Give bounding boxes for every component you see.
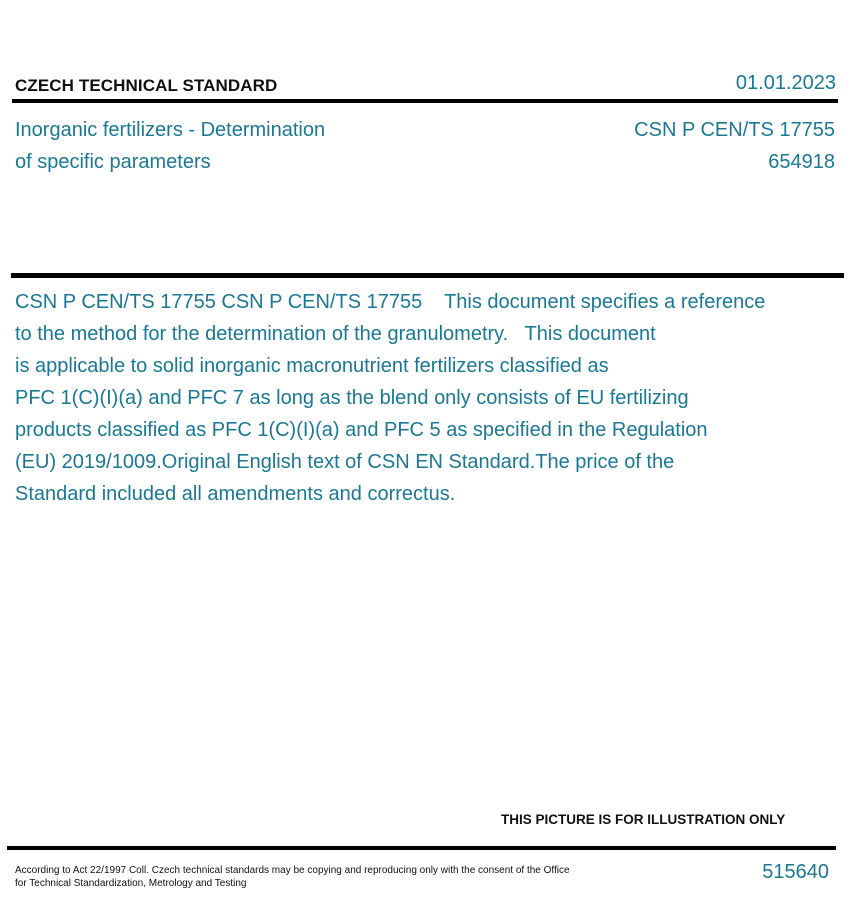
standard-code: CSN P CEN/TS 17755 (634, 119, 835, 141)
abstract-line: CSN P CEN/TS 17755 CSN P CEN/TS 17755 This document specifies a reference (15, 291, 766, 313)
document-abstract (15, 286, 835, 510)
title-line: Inorganic fertilizers - Determination (15, 119, 326, 141)
abstract-line: products classified as PFC 1(C)(I)(a) and PFC 5 as specified in the Regulation (15, 419, 708, 441)
document-title (15, 114, 375, 178)
legal-line: According to Act 22/1997 Coll. Czech technical standards may be copying and reproducing only with the consent of the Office (15, 865, 570, 876)
title-line: of specific parameters (15, 151, 211, 173)
abstract-line: Standard included all amendments and correctus. (15, 483, 456, 505)
illustration-note: THIS PICTURE IS FOR ILLUSTRATION ONLY (501, 812, 786, 827)
issue-date: 01.01.2023 (735, 72, 836, 94)
legal-line: for Technical Standardization, Metrology and Testing (15, 878, 247, 889)
catalog-number: 654918 (768, 151, 835, 173)
abstract-line: PFC 1(C)(I)(a) and PFC 7 as long as the blend only consists of EU fertilizing (15, 387, 689, 409)
standard-label: CZECH TECHNICAL STANDARD (15, 76, 278, 95)
abstract-line: to the method for the determination of the granulometry. This document (15, 323, 656, 345)
section-divider (11, 273, 844, 278)
header-divider (12, 99, 838, 103)
abstract-line: is applicable to solid inorganic macronutrient fertilizers classified as (15, 355, 609, 377)
footer-code: 515640 (762, 861, 829, 883)
document-identifier (634, 114, 835, 178)
footer-divider (7, 846, 836, 850)
legal-notice (15, 864, 595, 890)
abstract-line: (EU) 2019/1009.Original English text of CSN EN Standard.The price of the (15, 451, 675, 473)
